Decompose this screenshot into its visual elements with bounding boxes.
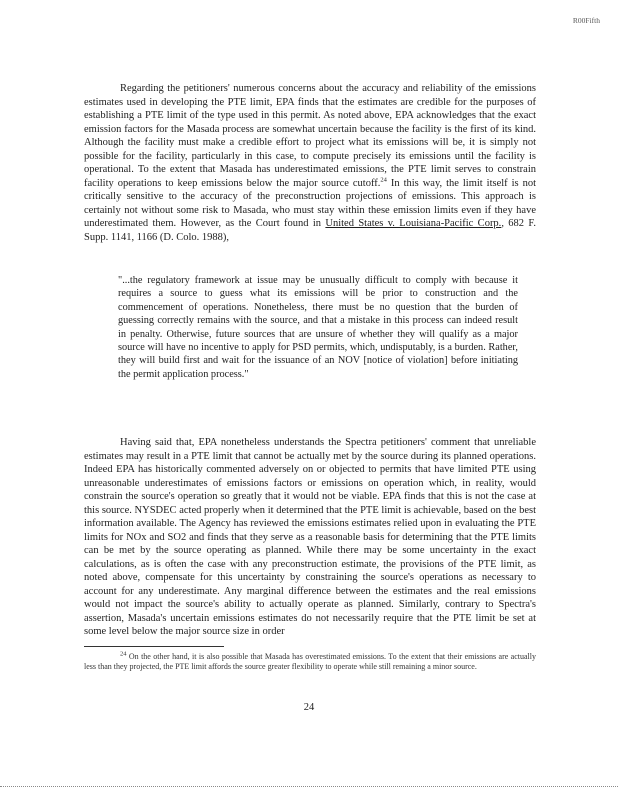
footnote-text: On the other hand, it is also possible that Masada has overestimated emissions. To the extent that their emissions are actually less than they projected, the PTE limit affords the source greater flexibility to operate while still remaining a minor source. [84, 652, 536, 672]
page-number: 24 [303, 702, 315, 713]
paragraph-pte-estimates [84, 82, 536, 244]
paragraph-text: Regarding the petitioners' numerous concerns about the accuracy and reliability of the emissions estimates used in developing the PTE limit, EPA finds that the estimates are credible for the purposes of establishing a PTE limit of the type used in this permit. As noted above, EPA acknowledges that the exact emission factors for the Masada process are somewhat uncertain because the facility is the first of its kind. Although the facility must make a credible effort to project what its emissions will be, it is simply not possible for the facility, particularly in this case, to compute precisely its emissions until the facility is operational. To the extent that Masada has underestimated emissions, the PTE limit serves to constrain facility operations to keep emissions below the major source cutoff. [84, 83, 536, 189]
footnote-number: 24 [120, 650, 127, 658]
footnote-divider [84, 646, 224, 647]
document-id: R00Fifth [572, 16, 600, 25]
footnote [84, 652, 536, 673]
paragraph-text: , 682 F. Supp. 1141, 1166 (D. Colo. 1988), [84, 218, 537, 243]
case-citation: United States v. Louisiana-Pacific Corp. [325, 218, 502, 229]
footnote-reference: 24 [380, 176, 387, 183]
block-quote: "...the regulatory framework at issue may be unusually difficult to comply with because it requires a source to guess what its emissions will be prior to construction and the commencement of operations. Nonetheless, there must be no question that the burden of guessing correctly remains with the source, and that a mistake in this process can indeed result in penalty. Otherwise, future sources that are unsure of whether they will qualify as a major source will have no incentive to apply for PSD permits, which, undisputably, is a burden. Rather, they will build first and wait for the issuance of an NOV [notice of violation] before initiating the permit application process." [118, 275, 518, 380]
paragraph-text: In this way, the limit itself is not critically sensitive to the accuracy of the preconstruction projections of emissions. This approach is certainly not without some risk to Masada, who must stay within these emission limits even if they have underestimated them. However, as the Court found in [84, 177, 537, 229]
paragraph-spectra-comment: Having said that, EPA nonetheless understands the Spectra petitioners' comment that unreliable estimates may result in a PTE limit that cannot be actually met by the source during its planned operations. Indeed EPA has historically commented adversely on or objected to permits that have limited PTE using unreasonable underestimates of emissions factors or emissions on operation which, in reality, would constrain the source's operation so greatly that it would not be viable. EPA finds that this is not the case at this source. NYSDEC acted properly when it determined that the PTE limit is achievable, based on the best information available. The Agency has reviewed the emissions estimates relied upon in evaluating the PTE limits for NOx and SO2 and finds that they serve as a reasonable basis for determining that the PTE limits can be met by the source operating as planned. While there may be some uncertainty in the exact calculations, as is often the case with any preconstruction estimate, the provisions of the PTE limit, as noted above, compensate for this uncertainty by constraining the source's operations as necessary to account for any underestimate. Any marginal difference between the estimates and the real emissions would not impact the source's ability to actually operate as planned. Similarly, contrary to Spectra's assertion, Masada's uncertain emissions estimates do not necessarily require that the PTE limit be set at some level below the major source size in order [84, 437, 536, 637]
scan-edge-dots [0, 786, 618, 787]
